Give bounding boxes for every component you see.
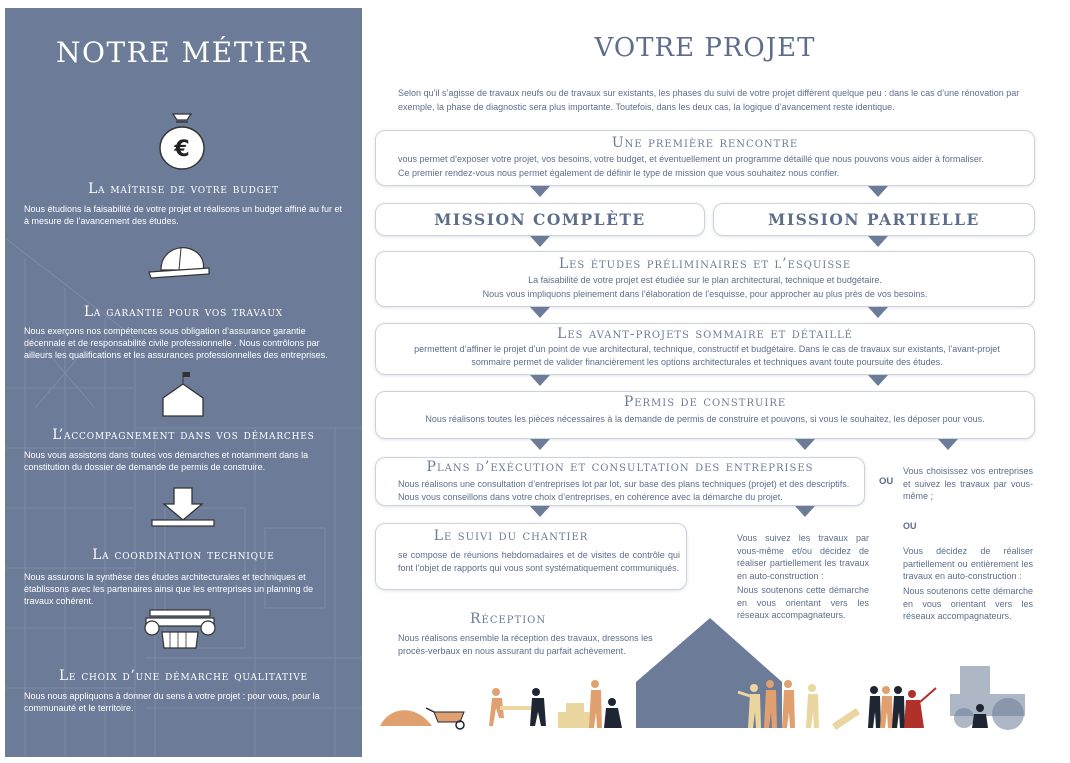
side-ou-label: OU xyxy=(903,521,917,531)
section-title-accompagnement: L’accompagnement dans vos démarches xyxy=(52,427,315,443)
avant-projets-text: permettent d’affiner le projet d’un point de vue architectural, technique, constructif et budgétaire. Dans le cas de travaux sur existants, l’avant-projet sommaire permet de valider financièrement les options architecturales et techniques avant toute poursuite des études. xyxy=(414,344,1000,367)
rencontre-title: Une première rencontre xyxy=(611,135,799,151)
rencontre-text-2: Ce premier rendez-vous nous permet également de définir le type de mission que vous souhaitez nous confier. xyxy=(398,168,840,178)
section-text-garantie: Nous exerçons nos compétences sous obligation d’assurance garantie décennale et de responsabilité civile professionnelle . Nous contrôlons par ailleurs les qualifications et les assurances professionnelles des entreprises. xyxy=(24,326,328,360)
notre-metier-title: NOTRE MÉTIER xyxy=(56,36,311,69)
choose-entreprises-text: Vous choisissez vos entreprises et suivez les travaux par vous-même ; xyxy=(903,466,1033,501)
rencontre-box xyxy=(375,130,1035,186)
flow-arrow xyxy=(868,186,888,197)
section-text-accompagnement: Nous vous assistons dans toutes vos démarches et notamment dans la constitution du dossier de demande de permis de construire. xyxy=(24,450,309,472)
section-title-budget: La maîtrise de votre budget xyxy=(88,181,279,197)
flow-arrow xyxy=(530,375,550,386)
permis-text: Nous réalisons toutes les pièces nécessaires à la demande de permis de construire et pouvons, si vous le souhaitez, les déposer pour vous. xyxy=(425,414,985,424)
flow-arrow xyxy=(530,439,550,450)
flow-arrow xyxy=(795,506,815,517)
flow-arrow xyxy=(868,236,888,247)
flow-arrow xyxy=(530,307,550,318)
house-flag-icon xyxy=(160,368,206,418)
euro-bag-icon xyxy=(157,112,207,172)
plans-box xyxy=(375,457,865,506)
flow-arrow xyxy=(530,236,550,247)
flow-arrow xyxy=(795,439,815,450)
flow-arrow xyxy=(530,186,550,197)
etudes-text-2: Nous vous impliquons pleinement dans l’élaboration de l’esquisse, pour approcher au plus près de vos besoins. xyxy=(482,289,928,299)
flow-arrow xyxy=(868,307,888,318)
flow-arrow xyxy=(938,439,958,450)
hard-hat-icon xyxy=(147,242,213,282)
plans-text: Nous réalisons une consultation d’entreprises lot par lot, sur base des plans techniques (projet) et des descriptifs. Nous vous conseillons dans votre choix d’entreprises, en cohérence avec la démarche du projet. xyxy=(398,479,850,502)
support-full-text: Nous soutenons cette démarche en vous orientant vers les réseaux accompagnateurs. xyxy=(903,586,1033,621)
mission-partielle-box: MISSION PARTIELLE xyxy=(713,203,1035,236)
section-text-qualitative: Nous nous appliquons à donner du sens à votre projet : pour vous, pour la communauté et le territoire. xyxy=(24,691,320,713)
ou-label: OU xyxy=(879,476,894,487)
section-title-coordination: La coordination technique xyxy=(92,547,275,563)
middle-self-text: Vous suivez les travaux par vous-même et/ou décidez de réaliser partiellement les travaux en auto-construction : xyxy=(737,533,869,581)
reception-title: Réception xyxy=(470,611,547,627)
decide-full-text: Vous décidez de réaliser partiellement ou entièrement les travaux en auto-construction : xyxy=(903,546,1033,581)
etudes-title: Les études préliminaires et l’esquisse xyxy=(558,256,852,272)
avant-projets-title: Les avant-projets sommaire et détaillé xyxy=(557,326,853,342)
mission-complete-box: MISSION COMPLÈTE xyxy=(375,203,705,236)
svg-text:€: € xyxy=(174,137,190,162)
permis-box xyxy=(375,391,1035,439)
flow-arrow xyxy=(868,375,888,386)
suivi-box xyxy=(375,523,687,590)
intro-text: Selon qu’il s’agisse de travaux neufs ou de travaux sur existants, les phases du suivi de votre projet diffèrent quelque peu : dans le cas d’une rénovation par exemple, la phase de diagnostic sera plus importante. Toutefois, dans les deux cas, la logique d’avancement reste identique. xyxy=(398,88,1020,112)
section-title-garantie: La garantie pour vos travaux xyxy=(84,304,283,320)
middle-support-text: Nous soutenons cette démarche en vous orientant vers les réseaux accompagnateurs. xyxy=(737,585,869,620)
plans-title: Plans d’exécution et consultation des entreprises xyxy=(426,459,814,475)
column-capital-icon xyxy=(142,608,218,652)
construction-scene-illustration xyxy=(380,612,1030,732)
etudes-box xyxy=(375,251,1035,307)
avant-projets-box xyxy=(375,323,1035,375)
suivi-text: se compose de réunions hebdomadaires et de visites de contrôle qui font l’objet de rapports qui vous sont systématiquement communiqués. xyxy=(398,550,680,573)
section-text-budget: Nous étudions la faisabilité de votre projet et réalisons un budget affiné au fur et à mesure de l’avancement des études. xyxy=(24,204,343,226)
permis-title: Permis de construire xyxy=(623,394,787,410)
arrow-down-icon xyxy=(150,486,216,528)
suivi-title: Le suivi du chantier xyxy=(433,528,589,544)
votre-projet-title: VOTRE PROJET xyxy=(594,33,816,63)
reception-text: Nous réalisons ensemble la réception des travaux, dressons les procès-verbaux en nous assurant du parfait achèvement. xyxy=(398,633,653,656)
flow-arrow xyxy=(530,506,550,517)
section-text-coordination: Nous assurons la synthèse des études architecturales et techniques et établissons avec les partenaires ainsi que les entreprises un planning de travaux cohérent. xyxy=(24,572,314,606)
rencontre-text-1: vous permet d’exposer votre projet, vos besoins, votre budget, et éventuellement un programme détaillé que nous pouvons vous aider à formaliser. xyxy=(398,154,984,164)
etudes-text-1: La faisabilité de votre projet est étudiée sur le plan architectural, technique et budgétaire. xyxy=(528,275,882,285)
section-title-qualitative: Le choix d’une démarche qualitative xyxy=(59,668,308,684)
